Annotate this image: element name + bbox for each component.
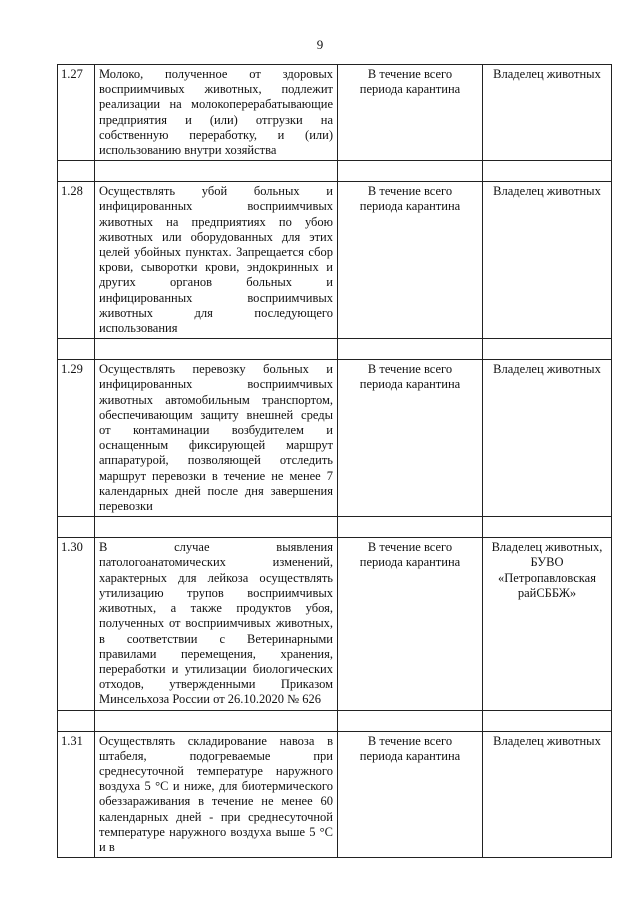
row-number: 1.28 (58, 182, 95, 339)
measure-text: Осуществлять перевозку больных и инфицированных восприимчивых животных автомобильным транспортом, обеспечивающим защиту внешней среды от контаминации возбудителем и оснащенным фиксирующей маршрут аппаратурой, позволяющей отследить маршрут перевозки в течение не менее 7 календарных дней после дня завершения перевозки (95, 360, 338, 517)
responsible-cell: Владелец животных (483, 65, 612, 161)
table-row (58, 538, 612, 710)
table-row (58, 360, 612, 517)
row-number: 1.30 (58, 538, 95, 710)
term-cell: В течение всего периода карантина (338, 360, 483, 517)
measure-text: Осуществлять складирование навоза в штабеля, подогреваемые при среднесуточной температуре наружного воздуха 5 °С и ниже, для биотермического обеззараживания в течение не менее 60 календарных дней - при среднесуточной температуре наружного воздуха выше 5 °С и в (95, 731, 338, 858)
term-cell: В течение всего периода карантина (338, 182, 483, 339)
table-row (58, 65, 612, 161)
responsible-cell: Владелец животных (483, 182, 612, 339)
responsible-cell: Владелец животных (483, 360, 612, 517)
row-gap (58, 339, 612, 360)
table-row (58, 731, 612, 858)
term-cell: В течение всего периода карантина (338, 731, 483, 858)
term-cell: В течение всего периода карантина (338, 538, 483, 710)
row-gap (58, 710, 612, 731)
responsible-cell: Владелец животных (483, 731, 612, 858)
term-cell: В течение всего периода карантина (338, 65, 483, 161)
measure-text: В случае выявления патологоанатомических изменений, характерных для лейкоза осуществлять утилизацию трупов восприимчивых животных, а также продуктов убоя, полученных от восприимчивых животных, в соответствии с Ветеринарными правилами перемещения, хранения, переработки и утилизации биологических отходов, утвержденными Приказом Минсельхоза России от 26.10.2020 № 626 (95, 538, 338, 710)
measures-table (57, 64, 612, 858)
measure-text: Осуществлять убой больных и инфицированных восприимчивых животных на предприятиях по убою животных или оборудованных для этих целей убойных пунктах. Запрещается сбор крови, сыворотки крови, эндокринных и других органов больных и инфицированных восприимчивых животных для последующего использования (95, 182, 338, 339)
row-gap (58, 161, 612, 182)
measure-text: Молоко, полученное от здоровых восприимчивых животных, подлежит реализации на молокоперерабатывающие предприятия и (или) отгрузки на собственную переработку, и (или) использованию внутри хозяйства (95, 65, 338, 161)
row-number: 1.27 (58, 65, 95, 161)
table-row (58, 182, 612, 339)
row-gap (58, 517, 612, 538)
page-number: 9 (316, 37, 324, 52)
row-number: 1.29 (58, 360, 95, 517)
responsible-cell: Владелец животных, БУВО «Петропавловская райСББЖ» (483, 538, 612, 710)
row-number: 1.31 (58, 731, 95, 858)
